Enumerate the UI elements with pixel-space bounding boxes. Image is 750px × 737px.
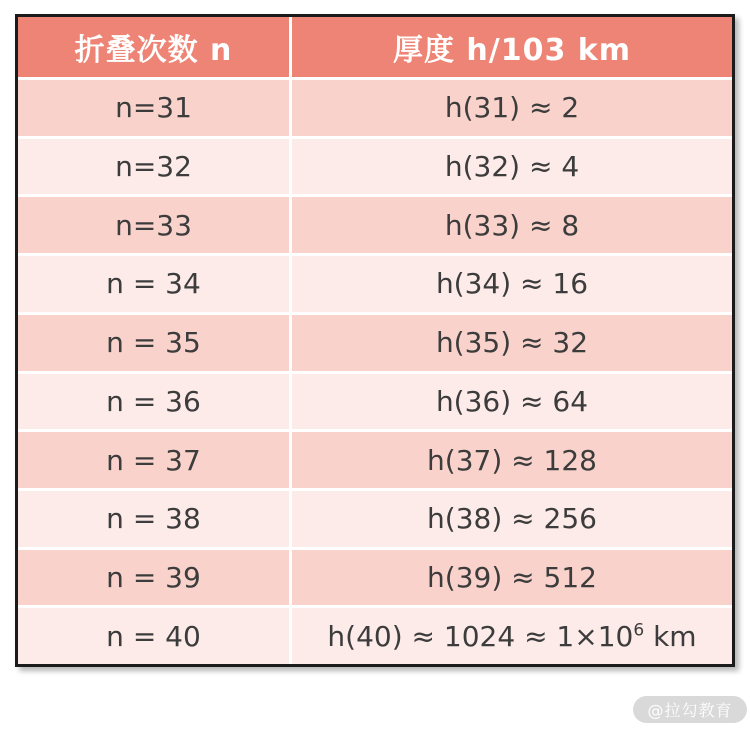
thickness-cell — [292, 197, 732, 253]
thickness-cell — [292, 139, 732, 195]
fold-count-cell — [18, 491, 289, 547]
fold-count-cell — [18, 197, 289, 253]
cell-value: h(36) ≈ 64 — [435, 384, 589, 418]
cell-value: n = 36 — [106, 384, 201, 418]
table-row — [18, 491, 732, 547]
cell-value: n = 35 — [106, 326, 201, 360]
thickness-cell — [292, 315, 732, 371]
header-thickness-label: 厚度 h/103 km — [392, 33, 632, 68]
header-thickness — [292, 17, 732, 77]
cell-value: h(35) ≈ 32 — [435, 326, 589, 360]
cell-value: n=32 — [115, 150, 192, 184]
watermark-badge — [633, 696, 747, 723]
table-row — [18, 139, 732, 195]
cell-value: n=33 — [115, 208, 192, 242]
fold-count-cell — [18, 608, 289, 664]
fold-count-cell — [18, 139, 289, 195]
fold-thickness-table — [15, 14, 735, 667]
table-row — [18, 608, 732, 664]
cell-value: n = 37 — [106, 443, 201, 477]
header-fold-count-label: 折叠次数 n — [74, 33, 233, 68]
table-row — [18, 374, 732, 430]
table-row — [18, 256, 732, 312]
thickness-cell — [292, 550, 732, 606]
table-row — [18, 80, 732, 136]
cell-value — [327, 620, 696, 653]
table-row — [18, 550, 732, 606]
thickness-cell — [292, 374, 732, 430]
thickness-expression: h(40) ≈ 1024 ≈ 1×10 — [327, 619, 634, 653]
cell-value: h(31) ≈ 2 — [444, 91, 580, 125]
unit-label: km — [644, 619, 697, 653]
cell-value: h(39) ≈ 512 — [427, 560, 597, 594]
cell-value: h(34) ≈ 16 — [435, 267, 589, 301]
cell-value: h(38) ≈ 256 — [427, 502, 597, 536]
table-row — [18, 315, 732, 371]
cell-value: h(37) ≈ 128 — [427, 443, 597, 477]
fold-count-cell — [18, 432, 289, 488]
fold-count-cell — [18, 315, 289, 371]
fold-count-cell — [18, 80, 289, 136]
fold-count-cell — [18, 256, 289, 312]
cell-value: n = 40 — [106, 619, 201, 653]
watermark-label: @拉勾教育 — [647, 701, 733, 720]
cell-value: h(33) ≈ 8 — [444, 208, 580, 242]
thickness-cell — [292, 491, 732, 547]
thickness-cell — [292, 80, 732, 136]
thickness-cell — [292, 608, 732, 664]
cell-value: n = 39 — [106, 560, 201, 594]
table-row — [18, 432, 732, 488]
cell-value: n = 38 — [106, 502, 201, 536]
exponent: 6 — [633, 620, 645, 641]
table-row — [18, 197, 732, 253]
cell-value: h(32) ≈ 4 — [444, 150, 580, 184]
cell-value: n = 34 — [106, 267, 201, 301]
thickness-cell — [292, 256, 732, 312]
header-fold-count — [18, 17, 289, 77]
thickness-cell — [292, 432, 732, 488]
cell-value: n=31 — [115, 91, 192, 125]
fold-count-cell — [18, 374, 289, 430]
fold-count-cell — [18, 550, 289, 606]
table-header-row — [18, 17, 732, 77]
